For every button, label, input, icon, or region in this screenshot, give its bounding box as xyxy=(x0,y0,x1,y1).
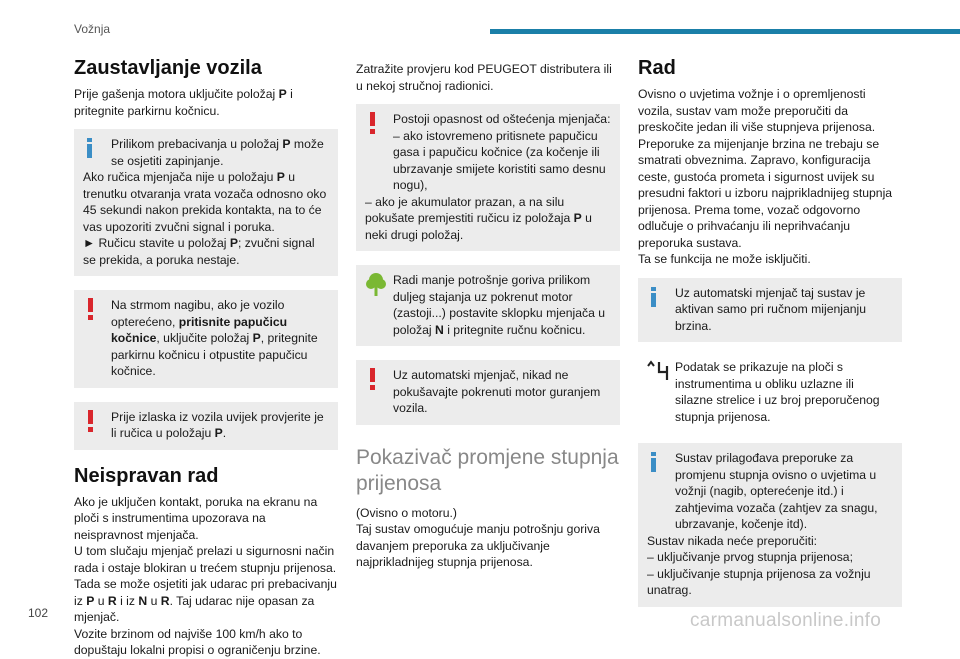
gear-indicator-box xyxy=(638,352,902,433)
info-box-adapt xyxy=(638,443,902,607)
eco-leaf-icon xyxy=(365,272,387,292)
warning-box-text: Uz automatski mjenjač, nikad ne pokušavajte pokrenuti motor guranjem vozila. xyxy=(393,368,601,415)
page-number: 102 xyxy=(28,606,49,620)
warning-box-push xyxy=(356,360,620,425)
operation-para-2: Preporuke za mijenjanje brzina ne trebaju se smatrati obveznima. Zapravo, konfiguracija ceste, gustoća prometa i sigurnost uvijek su presudni faktori u izboru najprikladnijeg stupnja prijenosa. Prema tome, vozač odgovorno odlučuje o prihvaćanju ili neprihvaćanju preporuka sustava. xyxy=(638,136,893,250)
column-3 xyxy=(638,56,902,607)
warning-box-text: Na strmom nagibu, ako je vozilo opterećeno, pritisnite papučicu kočnice, uključite položaj P, pritegnite parkirnu kočnicu i otpustite papučicu kočnice. xyxy=(111,298,318,378)
info-icon xyxy=(647,285,669,305)
gear-indicator-note: (Ovisno o motoru.) xyxy=(356,505,457,520)
warning-box-damage xyxy=(356,104,620,251)
info-box-park xyxy=(74,129,338,276)
info-box-list-1: – uključivanje prvog stupnja prijenosa; xyxy=(647,550,853,564)
eco-box xyxy=(356,265,620,346)
info-box-action: ► Ručicu stavite u položaj P; zvučni signal se prekida, a poruka nestaje. xyxy=(83,236,315,267)
header-label: Vožnja xyxy=(74,22,111,36)
operation-para-3: Ta se funkcija ne može isključiti. xyxy=(638,252,811,266)
warning-icon xyxy=(83,297,105,317)
section-title-malfunction: Neispravan rad xyxy=(74,464,219,487)
operation-para-1: Ovisno o uvjetima vožnje i o opremljenosti vozila, sustav vam može preporučiti da preskočite jedan ili više stupnjeva prijenosa. xyxy=(638,87,876,134)
section-title-stopping: Zaustavljanje vozila xyxy=(74,57,262,79)
info-box-auto xyxy=(638,278,902,343)
info-icon xyxy=(647,450,669,470)
info-icon xyxy=(83,136,105,156)
warning-icon xyxy=(365,111,387,131)
stopping-intro: Prije gašenja motora uključite položaj P i pritegnite parkirnu kočnicu. xyxy=(74,87,293,118)
warning-box-slope xyxy=(74,290,338,388)
watermark: carmanualsonline.info xyxy=(690,610,882,631)
section-title-gear-indicator: Pokazivač promjene stupnja prijenosa xyxy=(356,445,619,495)
service-note: Zatražite provjeru kod PEUGEOT distributera ili u nekoj stručnoj radionici. xyxy=(356,62,612,93)
header-accent-bar xyxy=(490,29,960,34)
info-box-never: Sustav nikada neće preporučiti: xyxy=(647,533,818,548)
warning-box-text-2: – ako je akumulator prazan, a na silu pokušate premjestiti ručicu iz položaja P u neki drugi položaj. xyxy=(365,194,592,242)
malfunction-para-2: U tom slučaju mjenjač prelazi u sigurnosni način rada i ostaje blokiran u trećem stupnju prijenosa. Tada se može osjetiti jak udarac pri prebacivanju iz P u R i iz N u R. Taj udarac nije opasan za mjenjač. xyxy=(74,544,337,624)
section-title-operation: Rad xyxy=(638,57,676,79)
info-box-text: Prilikom prebacivanja u položaj P može se osjetiti zapinjanje. xyxy=(111,137,324,168)
warning-icon xyxy=(83,409,105,429)
malfunction-para-1: Ako je uključen kontakt, poruka na ekranu na ploči s instrumentima upozorava na neispravnost mjenjača. xyxy=(74,494,318,542)
warning-box-text: Postoji opasnost od oštećenja mjenjača: – ako istovremeno pritisnete papučicu gasa i papučicu kočnice (za kočenje ili ubrzavanje smijete koristiti samo desnu nogu), xyxy=(393,112,611,192)
info-box-text: Uz automatski mjenjač taj sustav je aktivan samo pri ručnom mijenjanju brzina. xyxy=(675,285,867,333)
info-box-text: Sustav prilagođava preporuke za promjenu stupnja ovisno o uvjetima u vožnji (nagib, opterećenje itd.) i zahtjevima vozača (zahtjev za snagu, ubrzavanje, kočenje itd). xyxy=(675,451,878,531)
info-box-list-2: – uključivanje stupnja prijenosa za vožnju unatrag. xyxy=(647,566,871,597)
gear-indicator-desc: Taj sustav omogućuje manju potrošnju goriva davanjem preporuka za uključivanje najprikladnijeg stupnja prijenosa. xyxy=(356,522,600,569)
column-1 xyxy=(74,56,338,659)
warning-icon xyxy=(365,367,387,387)
info-box-text-2: Ako ručica mjenjača nije u položaju P u trenutku otvaranja vrata vozača odnosno oko 45 sekundi nakon prekida kontakta, na to će vas upozoriti zvučni signal i poruka. xyxy=(83,170,327,234)
malfunction-para-3: Vozite brzinom od najviše 100 km/h ako to dopuštaju lokalni propisi o ograničenju brzine. xyxy=(74,626,321,657)
gear-indicator-text: Podatak se prikazuje na ploči s instrumentima u obliku uzlazne ili silazne strelice i uz broj preporučenog stupnja prijenosa. xyxy=(675,360,880,424)
warning-box-exit xyxy=(74,402,338,450)
column-2 xyxy=(356,61,620,571)
eco-box-text: Radi manje potrošnje goriva prilikom duljeg stajanja uz pokrenut motor (zastoji...) postavite sklopku mjenjača u položaj N i pritegnite ručnu kočnicu. xyxy=(393,273,606,337)
warning-box-text: Prije izlaska iz vozila uvijek provjerite je li ručica u položaju P. xyxy=(111,409,324,440)
gear-shift-indicator-icon xyxy=(647,359,669,379)
